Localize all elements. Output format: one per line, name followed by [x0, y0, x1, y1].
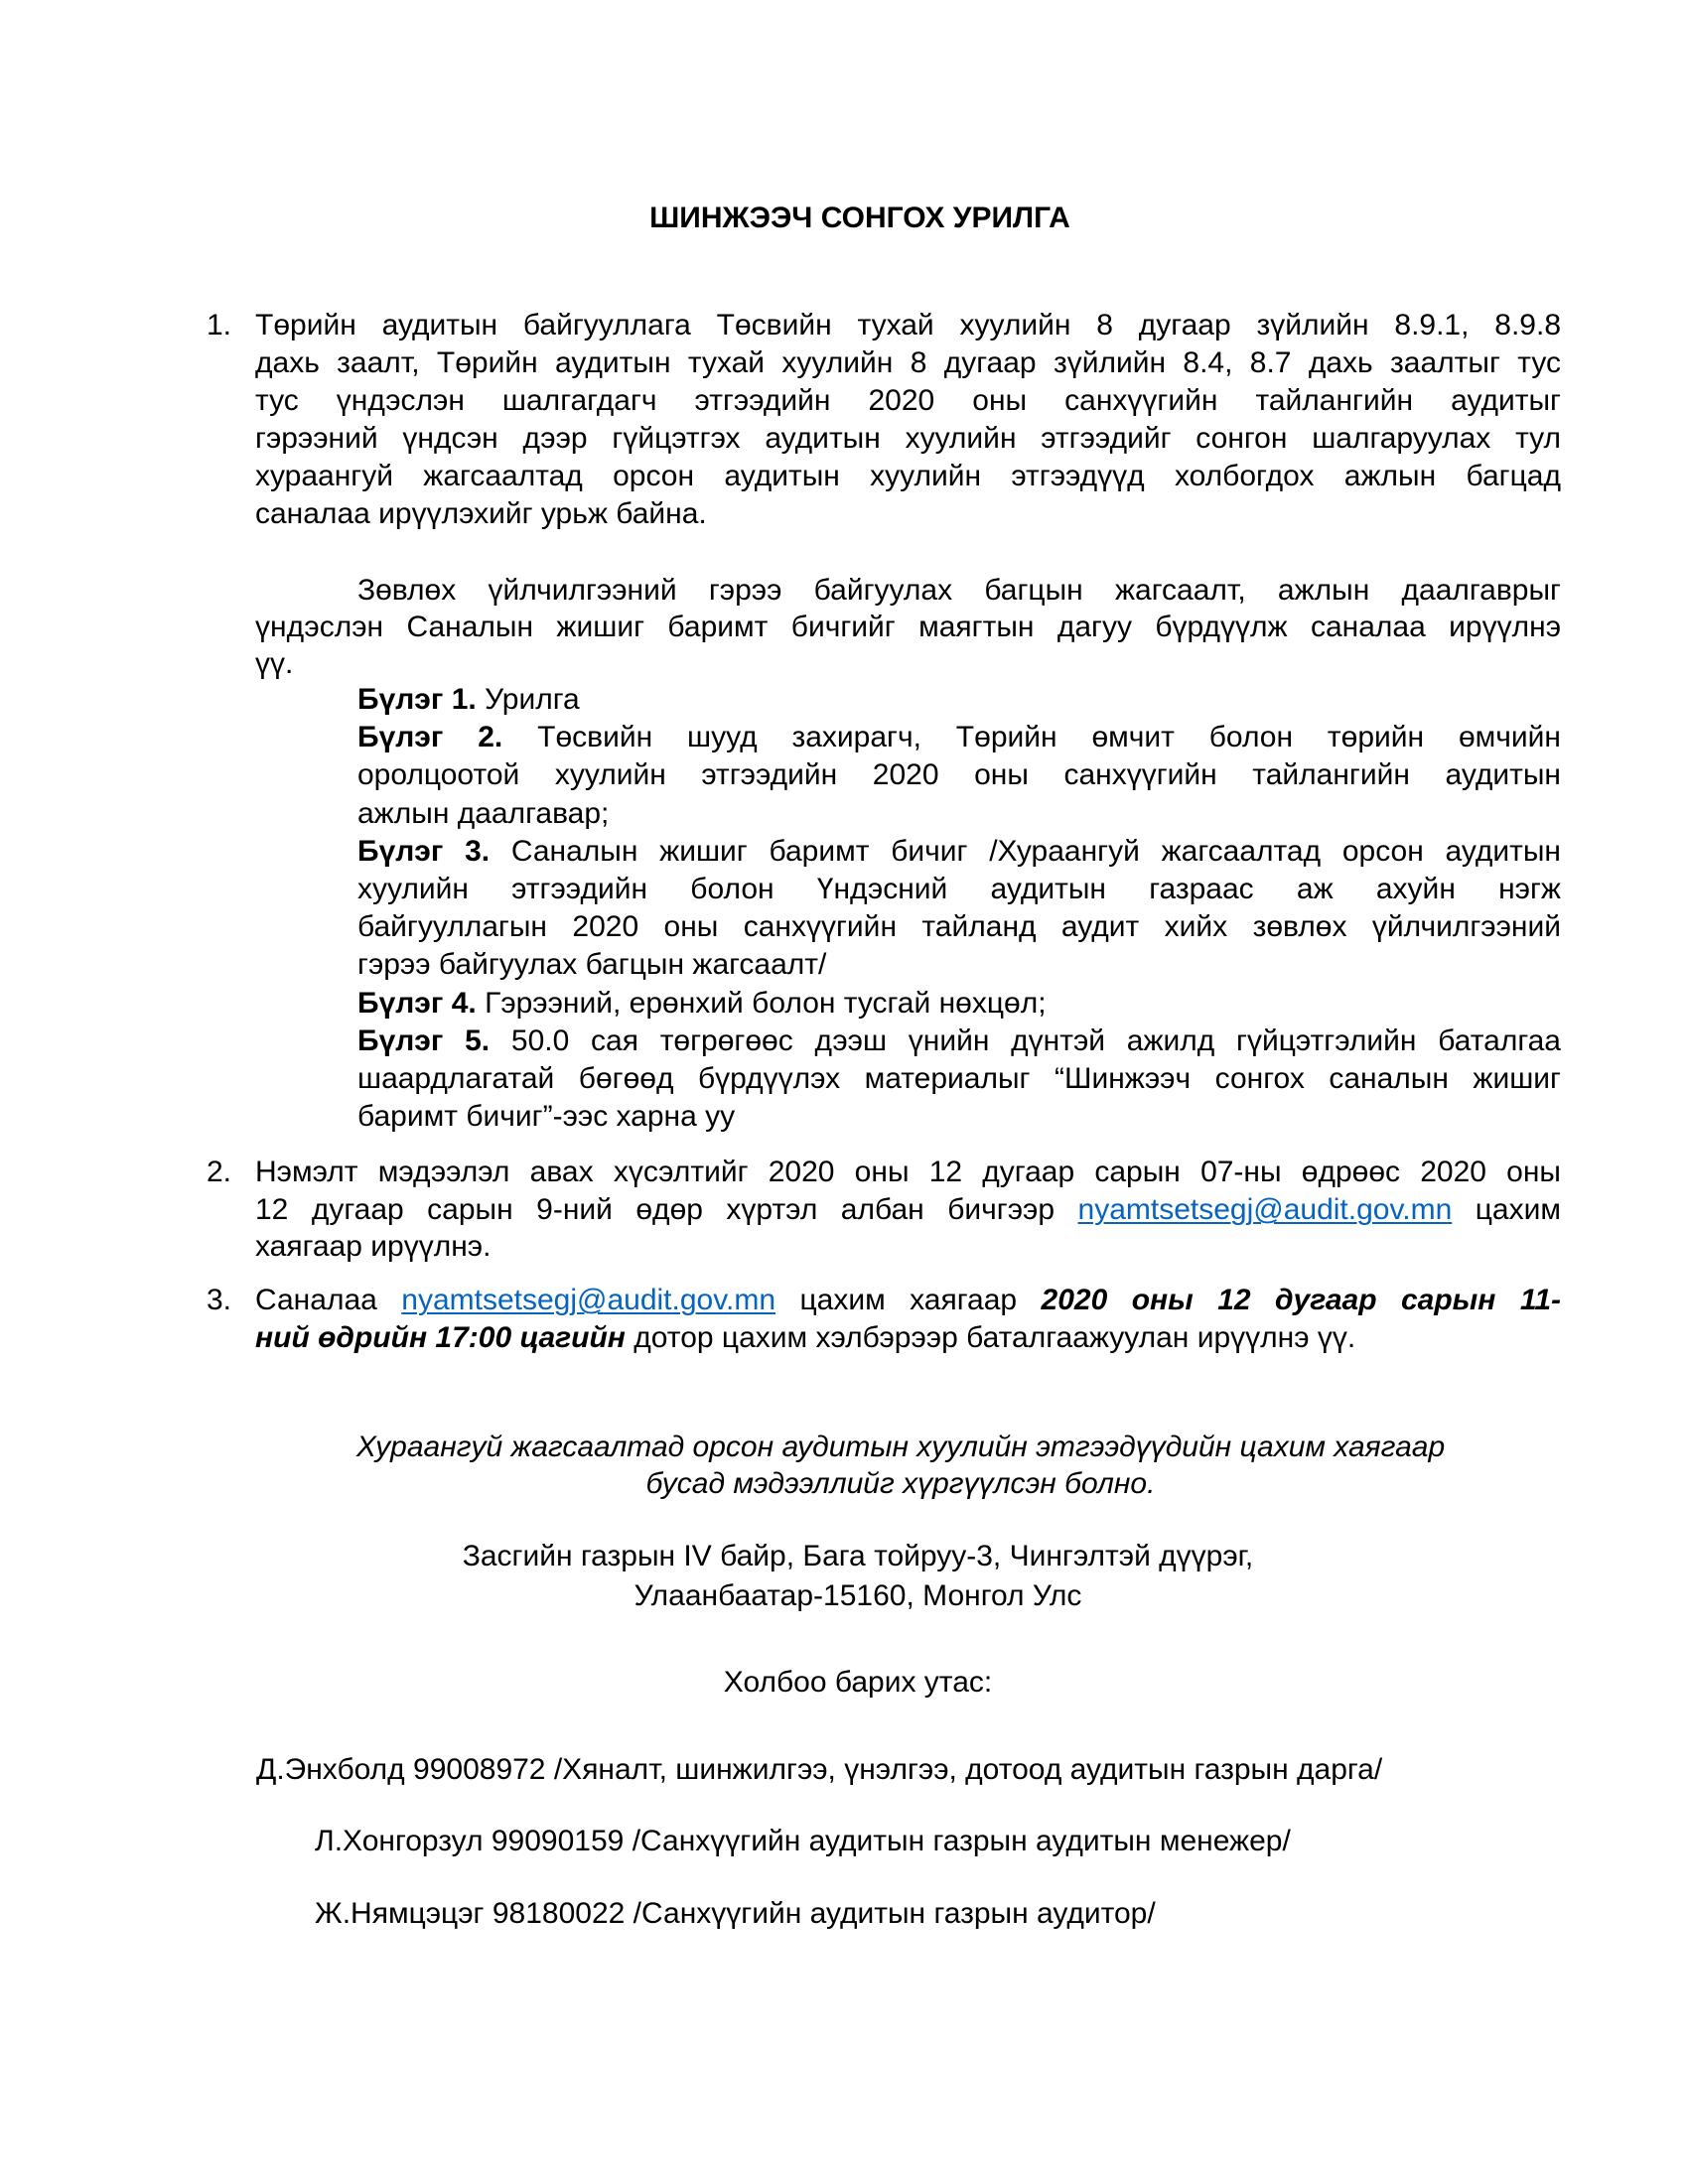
text-segment: байгууллагын 2020 оны санхүүгийн тайланд аудит хийх зөвлөх үйлчилгээний — [357, 910, 1561, 943]
text-segment: цахим — [1452, 1193, 1561, 1226]
text-segment: шаардлагатай бөгөөд бүрдүүлэх материалыг “Шинжээч сонгох саналын жишиг — [357, 1062, 1561, 1095]
sections-line — [357, 681, 1561, 719]
deadline-text: 2020 оны 12 дугаар сарын 11- — [1041, 1284, 1561, 1316]
contact-name: Д.Энхболд — [256, 1753, 405, 1786]
contact-phone[interactable]: 99008972 — [413, 1753, 546, 1786]
text-segment: хуулийн этгээдийн болон Үндэсний аудитын газраас аж ахуйн нэгж — [357, 873, 1561, 905]
text-segment: үү. — [255, 647, 294, 680]
text-segment: 12 дугаар сарын 9-ний өдөр хүртэл албан бичгээр — [255, 1193, 1078, 1226]
text-segment: оролцоотой хуулийн этгээдийн 2020 оны санхүүгийн тайлангийн аудитын — [357, 758, 1561, 791]
sections-line — [357, 1023, 1561, 1060]
list-number-1: 1. — [207, 309, 232, 341]
text-segment: Нэмэлт мэдээлэл авах хүсэлтийг 2020 оны 12 дугаар сарын 07-ны өдрөөс 2020 оны — [255, 1156, 1561, 1188]
contact-role: /Санхүүгийн аудитын газрын аудитын менежер/ — [632, 1825, 1291, 1857]
item1-line — [255, 344, 1561, 382]
intro_paragraph-line — [255, 609, 1561, 646]
item2-line — [255, 1154, 1561, 1191]
text-segment: дахь заалт, Төрийн аудитын тухай хуулийн 8 дугаар зүйлийн 8.4, 8.7 дахь заалтыг тус — [255, 346, 1561, 379]
contacts-heading: Холбоо барих утас: — [723, 1666, 993, 1699]
section-label: Бүлэг 4. — [357, 987, 477, 1020]
sections-line — [357, 719, 1561, 756]
contact-row — [315, 1895, 1156, 1933]
contact-name: Ж.Нямцэцэг — [315, 1897, 485, 1930]
contact-phone[interactable]: 98180022 — [492, 1897, 626, 1930]
text-segment: Саналаа — [255, 1284, 402, 1316]
contact-row — [256, 1751, 1382, 1789]
item2-line — [255, 1191, 1561, 1229]
document-title: ШИНЖЭЭЧ СОНГОХ УРИЛГА — [649, 202, 1070, 234]
note-line-2: бусад мэдээллийг хүргүүлсэн болно. — [645, 1467, 1156, 1500]
item1-line — [255, 420, 1561, 458]
sections-line — [357, 795, 1561, 833]
text-segment: Төрийн аудитын байгууллага Төсвийн тухай хуулийн 8 дугаар зүйлийн 8.9.1, 8.9.8 — [255, 309, 1561, 341]
contact-role: /Хяналт, шинжилгээ, үнэлгээ, дотоод аудитын газрын дарга/ — [553, 1753, 1383, 1786]
sections-line — [357, 1098, 1561, 1136]
section-label: Бүлэг 1. — [357, 683, 477, 716]
contact-row — [315, 1823, 1291, 1860]
deadline-text: ний өдрийн 17:00 цагийн — [255, 1321, 626, 1354]
text-segment: хураангуй жагсаалтад орсон аудитын хуулийн этгээдүүд холбогдох ажлын багцад — [255, 460, 1561, 492]
contact-phone[interactable]: 99090159 — [491, 1825, 625, 1857]
text-segment: тус үндэслэн шалгагдагч этгээдийн 2020 оны санхүүгийн тайлангийн аудитыг — [255, 384, 1561, 417]
text-segment: гэрээ байгуулах багцын жагсаалт/ — [357, 948, 827, 981]
item2-line — [255, 1228, 1561, 1266]
section-label: Бүлэг 5. — [357, 1024, 491, 1057]
sections-line — [357, 946, 1561, 984]
list-number-3: 3. — [207, 1284, 232, 1316]
section-label: Бүлэг 3. — [357, 835, 491, 868]
text-segment: 50.0 сая төгрөгөөс дээш үнийн дүнтэй ажилд гүйцэтгэлийн баталгаа — [490, 1024, 1561, 1057]
email-link[interactable]: nyamtsetsegj@audit.gov.mn — [1077, 1193, 1453, 1226]
text-segment: Урилга — [476, 683, 580, 716]
sections-line — [357, 1060, 1561, 1098]
sections-line — [357, 756, 1561, 794]
contact-name: Л.Хонгорзул — [315, 1825, 484, 1857]
sections-line — [357, 833, 1561, 871]
text-segment: цахим хаягаар — [775, 1284, 1042, 1316]
text-segment: хаягаар ирүүлнэ. — [255, 1230, 492, 1263]
intro_paragraph-line — [255, 645, 1561, 683]
sections-line — [357, 871, 1561, 908]
text-segment: Төсвийн шууд захирагч, Төрийн өмчит болон төрийн өмчийн — [502, 721, 1561, 753]
text-segment: Зөвлөх үйлчилгээний гэрээ байгуулах багцын жагсаалт, ажлын даалгаврыг — [357, 574, 1561, 607]
text-segment: ажлын даалгавар; — [357, 797, 610, 830]
item3-line — [255, 1319, 1561, 1357]
text-segment: баримт бичиг”-ээс харна уу — [357, 1100, 736, 1133]
address-line-2: Улаанбаатар-15160, Монгол Улс — [633, 1579, 1082, 1612]
list-number-2: 2. — [207, 1156, 232, 1188]
text-segment: гэрээний үндсэн дээр гүйцэтгэх аудитын хуулийн этгээдийг сонгон шалгаруулах тул — [255, 422, 1561, 455]
intro_paragraph-line — [357, 572, 1561, 610]
contact-role: /Санхүүгийн аудитын газрын аудитор/ — [633, 1897, 1156, 1930]
sections-line — [357, 985, 1561, 1023]
item1-line — [255, 382, 1561, 420]
note-line-1: Хураангуй жагсаалтад орсон аудитын хуулийн этгээдүүдийн цахим хаягаар — [355, 1431, 1446, 1463]
sections-line — [357, 908, 1561, 946]
text-segment: Саналын жишиг баримт бичиг /Хураангуй жагсаалтад орсон аудитын — [490, 835, 1561, 868]
item1-line — [255, 495, 1561, 533]
text-segment: Гэрээний, ерөнхий болон тусгай нөхцөл; — [476, 987, 1047, 1020]
email-link[interactable]: nyamtsetsegj@audit.gov.mn — [401, 1284, 776, 1316]
item1-line — [255, 458, 1561, 495]
item3-line — [255, 1282, 1561, 1319]
text-segment: дотор цахим хэлбэрээр баталгаажуулан ирүүлнэ үү. — [625, 1321, 1356, 1354]
address-line-1: Засгийн газрын IV байр, Бага тойруу-3, Чингэлтэй дүүрэг, — [462, 1540, 1254, 1572]
text-segment: үндэслэн Саналын жишиг баримт бичгийг маягтын дагуу бүрдүүлж саналаа ирүүлнэ — [255, 611, 1561, 643]
item1-line — [255, 307, 1561, 344]
text-segment: саналаа ирүүлэхийг урьж байна. — [255, 497, 707, 530]
section-label: Бүлэг 2. — [357, 721, 503, 753]
